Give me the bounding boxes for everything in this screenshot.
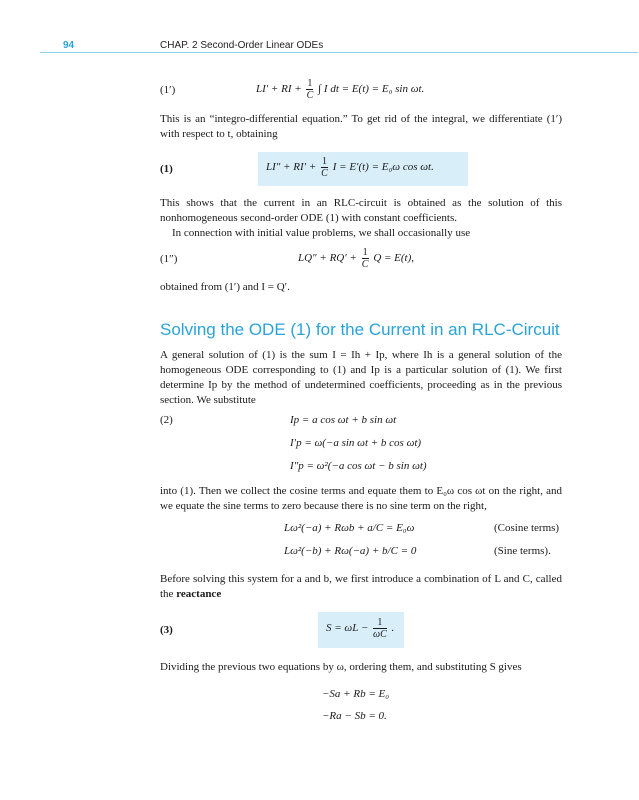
paragraph-collect: into (1). Then we collect the cosine terms and equate them to E₀ω cos ωt on the right, and we equate the sine terms to zero because there is no sine term on the right,: [160, 485, 562, 512]
paragraph-general-solution: A general solution of (1) is the sum I = Ih + Ip, where Ih is a general solution of the homogeneous ODE corresponding to (1) and Ip is a particular solution of (1). We first determine Ip by the method of undetermined coefficients, proceeding as in the previous section. We substitute: [160, 349, 562, 406]
eq1prime-left: LI′ + RI +: [256, 83, 302, 96]
page-number: 94: [63, 40, 75, 51]
header-rule: [40, 52, 638, 53]
eq2-line1: Ip = a cos ωt + b sin ωt: [290, 414, 397, 426]
paragraph-obtained: obtained from (1′) and I = Q′.: [160, 281, 290, 293]
running-header: CHAP. 2 Second-Order Linear ODEs: [160, 40, 324, 51]
eq1dprime-label: (1″): [160, 253, 178, 265]
eq1prime-fraction: $\frac{1}{C}$: [306, 78, 314, 101]
eq1-label: (1): [160, 163, 173, 175]
eq1dprime-left: LQ″ + RQ′ +: [298, 252, 357, 265]
system1-cosine-note: (Cosine terms): [494, 522, 560, 534]
eq3-left: S = ωL −: [326, 622, 369, 635]
eq1prime-label: (1′): [160, 84, 176, 96]
eq1-fraction: $\frac{1}{C}$: [321, 156, 328, 179]
system1-cosine: Lω²(−a) + Rωb + a/C = E₀ω: [284, 522, 415, 534]
eq1prime-right: ∫ I dt = E(t) = E₀ sin ωt.: [318, 83, 425, 96]
paragraph-dividing: Dividing the previous two equations by ω, ordering them, and substituting S gives: [160, 661, 522, 673]
paragraph-initial: In connection with initial value problems, we shall occasionally use: [172, 227, 471, 239]
system2-line2: −Ra − Sb = 0.: [322, 710, 387, 722]
eq2-label: (2): [160, 414, 173, 426]
eq1dprime-equation: [298, 247, 414, 270]
eq1prime-equation: [256, 78, 424, 101]
term-reactance: reactance: [176, 588, 222, 600]
eq3-equation: [326, 617, 394, 640]
eq1-right: I = E′(t) = E₀ω cos ωt.: [332, 161, 434, 174]
eq2-line3: I″p = ω²(−a cos ωt − b sin ωt): [290, 460, 427, 472]
paragraph-rlc: This shows that the current in an RLC-circuit is obtained as the solution of this nonhomogeneous second-order ODE (1) with constant coefficients.: [160, 197, 562, 224]
system1-sine-note: (Sine terms).: [494, 545, 551, 557]
eq1dprime-right: Q = E(t),: [373, 252, 415, 265]
eq3-label: (3): [160, 624, 173, 636]
section-heading: Solving the ODE (1) for the Current in an RLC-Circuit: [160, 320, 560, 339]
paragraph-reactance: Before solving this system for a and b, we first introduce a combination of L and C, called the reactance: [160, 573, 562, 600]
system1-sine: Lω²(−b) + Rω(−a) + b/C = 0: [284, 545, 417, 557]
eq3-fraction: $\frac{1}{\omega C}$: [373, 617, 387, 640]
eq1-left: LI″ + RI′ +: [266, 161, 317, 174]
eq3-right: .: [391, 622, 395, 635]
eq1dprime-fraction: $\frac{1}{C}$: [361, 247, 369, 270]
system2-line1: −Sa + Rb = E₀: [322, 688, 390, 700]
eq2-line2: I′p = ω(−a sin ωt + b cos ωt): [290, 437, 422, 449]
paragraph-integro: This is an “integro-differential equation.” To get rid of the integral, we differentiate (1′) with respect to t, obtaining: [160, 113, 562, 140]
eq1-equation: [266, 156, 434, 179]
